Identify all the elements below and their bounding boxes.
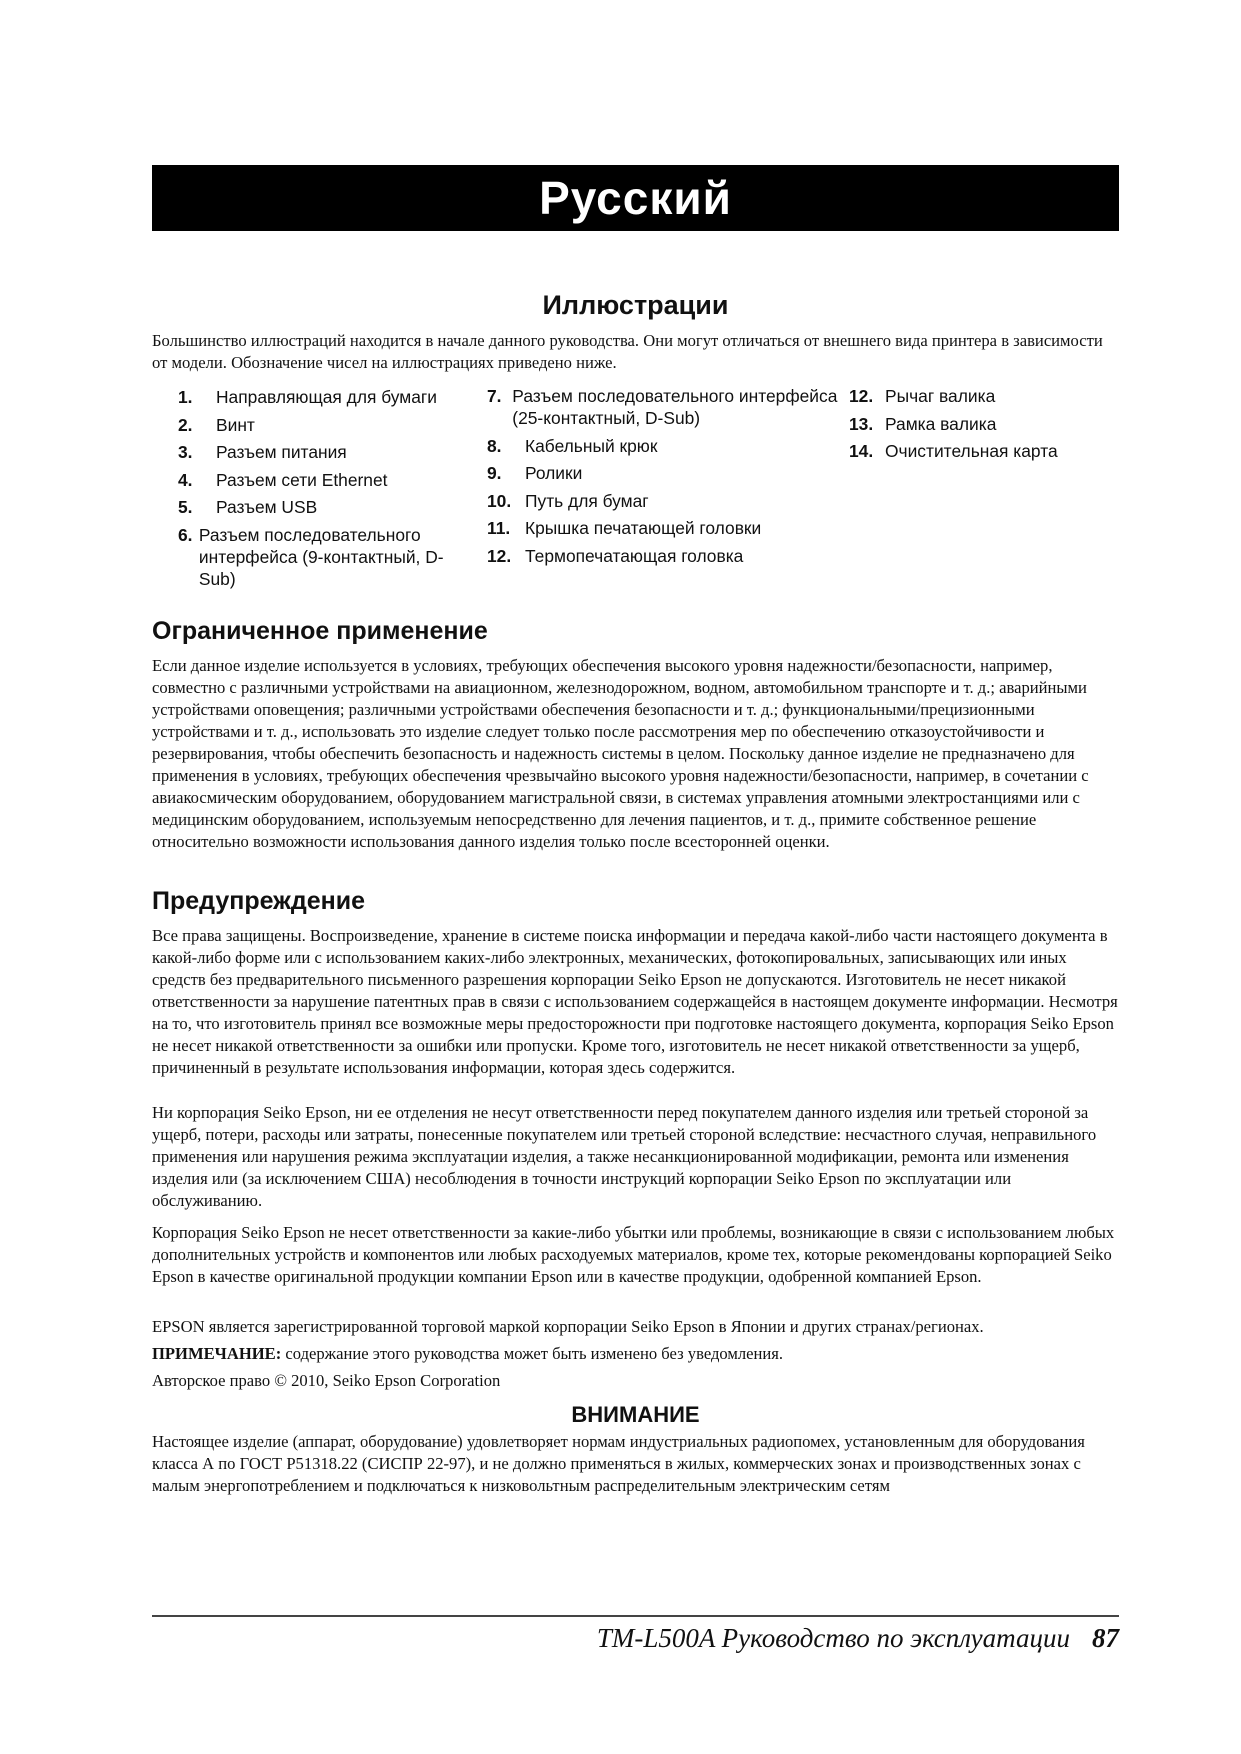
page-number: 87 bbox=[1092, 1623, 1119, 1653]
page-footer bbox=[597, 1623, 1119, 1654]
warning-paragraph-2: Ни корпорация Seiko Epson, ни ее отделения не несут ответственности перед покупателем данного изделия или третьей стороной за ущерб, потери, расходы или затраты, понесенные покупателем или третьей стороной вследствие: несчастного случая, неправильного применения или нарушения режима эксплуатации изделия, а также несанкционированной модификации, ремонта или изменения изделия или (за исключением США) несоблюдения в точности инструкций корпорации Seiko Epson по эксплуатации или обслуживанию. bbox=[152, 1103, 1097, 1210]
note-text: содержание этого руководства может быть изменено без уведомления. bbox=[281, 1344, 784, 1363]
language-banner: Русский bbox=[152, 165, 1119, 231]
note-label: ПРИМЕЧАНИЕ: bbox=[152, 1344, 282, 1363]
list-item: 6. Разъем последовательного интерфейса (9-контактный, D-Sub) bbox=[178, 524, 444, 589]
list-item: 8. Кабельный крюк bbox=[487, 435, 658, 456]
list-item: 10. Путь для бумаг bbox=[487, 490, 649, 511]
parts-list-column-2 bbox=[487, 385, 857, 572]
attention-heading: ВНИМАНИЕ bbox=[571, 1402, 700, 1427]
note-line bbox=[152, 1343, 1119, 1365]
list-item: 3. Разъем питания bbox=[178, 442, 347, 462]
warning-paragraph-1: Все права защищены. Воспроизведение, хранение в системе поиска информации и передача какой-либо части настоящего документа в какой-либо форме или с использованием каких-либо электронных, механических, фотокопировальных, записывающих или иных средств без предварительного письменного разрешения корпорации Seiko Epson не допускаются. Изготовитель не несет никакой ответственности за нарушение патентных прав в связи с использованием содержащейся в настоящем документе информации. Несмотря на то, что изготовитель принял все возможные меры предосторожности при подготовке настоящего документа, корпорация Seiko Epson не несет никакой ответственности за ошибки или пропуски. Кроме того, изготовитель не несет никакой ответственности за ущерб, причиненный в результате использования информации, которая здесь содержится. bbox=[152, 926, 1118, 1077]
footer-divider bbox=[152, 1615, 1119, 1617]
list-item: 11. Крышка печатающей головки bbox=[487, 518, 762, 538]
copyright-line: Авторское право © 2010, Seiko Epson Corporation bbox=[152, 1371, 501, 1390]
warning-heading: Предупреждение bbox=[152, 887, 366, 915]
parts-list-column-1 bbox=[178, 386, 478, 595]
list-item: 9. Ролики bbox=[487, 463, 583, 483]
list-item: 7. Разъем последовательного интерфейса (25-контактный, D-Sub) bbox=[487, 386, 838, 428]
illustrations-intro: Большинство иллюстраций находится в начале данного руководства. Они могут отличаться от внешнего вида принтера в зависимости от модели. Обозначение чисел на иллюстрациях приведено ниже. bbox=[152, 331, 1103, 372]
attention-text: Настоящее изделие (аппарат, оборудование) удовлетворяет нормам индустриальных радиопомех, установленным для оборудования класса А по ГОСТ Р51318.22 (СИСПР 22-97), и не должно применяться в жилых, коммерческих зонах и производственных зонах с малым энергопотреблением и подключаться к низковольтным распределительным электрическим сетям bbox=[152, 1432, 1085, 1495]
list-item: 1. Направляющая для бумаги bbox=[178, 387, 437, 407]
list-item: 13. Рамка валика bbox=[849, 413, 997, 434]
illustrations-heading: Иллюстрации bbox=[542, 290, 729, 320]
warning-paragraph-3: Корпорация Seiko Epson не несет ответственности за какие-либо убытки или проблемы, возникающие в связи с использованием любых дополнительных устройств и компонентов или любых расходуемых материалов, кроме тех, которые рекомендованы корпорацией Seiko Epson в качестве оригинальной продукции компании Epson или в качестве продукции, одобренной компанией Epson. bbox=[152, 1223, 1115, 1286]
limited-use-text: Если данное изделие используется в условиях, требующих обеспечения высокого уровня надежности/безопасности, например, совместно с различными устройствами на авиационном, железнодорожном, водном, автомобильном транспорте и т. д.; аварийными устройствами оповещения; различными устройствами обеспечения безопасности и т. д.; функциональными/прецизионными устройствами и т. д., использовать это изделие следует только после рассмотрения мер по обеспечению отказоустойчивости и резервирования, чтобы обеспечить безопасность и надежность системы в целом. Поскольку данное изделие не предназначено для применения в условиях, требующих обеспечения чрезвычайно высокого уровня надежности/безопасности, например, в сочетании с авиакосмическим оборудованием, оборудованием магистральной связи, в системах управления атомными электростанциями или с медицинским оборудованием, используемым непосредственно для лечения пациентов, и т. д., примите собственное решение относительно возможности использования данного изделия только после всесторонней оценки. bbox=[152, 656, 1089, 851]
footer-title: TM-L500A Руководство по эксплуатации bbox=[596, 1623, 1070, 1653]
list-item: 12. Термопечатающая головка bbox=[487, 545, 744, 566]
trademark-notice: EPSON является зарегистрированной торговой маркой корпорации Seiko Epson в Японии и других странах/регионах. bbox=[152, 1317, 984, 1336]
list-item: 14. Очистительная карта bbox=[849, 441, 1058, 461]
list-item: 2. Винт bbox=[178, 414, 255, 435]
list-item: 4. Разъем сети Ethernet bbox=[178, 469, 388, 490]
list-item: 12. Рычаг валика bbox=[849, 386, 996, 406]
list-item: 5. Разъем USB bbox=[178, 497, 318, 517]
parts-list-column-3 bbox=[849, 385, 1129, 468]
limited-use-heading: Ограниченное применение bbox=[152, 617, 488, 645]
